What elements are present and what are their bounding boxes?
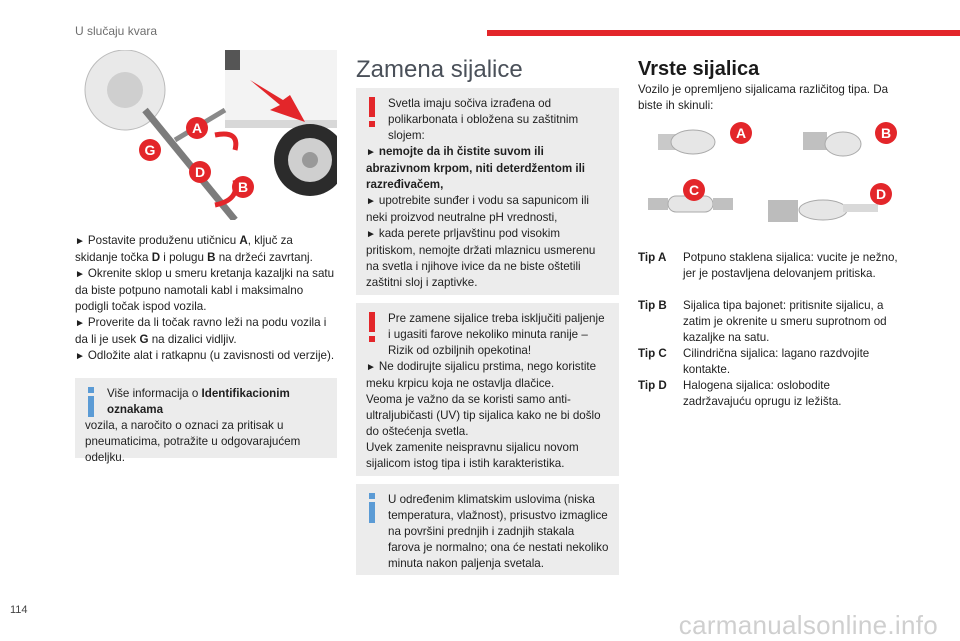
label-badge-bulb-d: [870, 183, 892, 205]
warning-box-safety: Pre zamene sijalice treba isključiti paljenje i ugasiti farove nekoliko minuta ranije – Rizik od ozbiljnih opekotina! ► Ne dodirujte sijalicu prstima, nego koristite meku krpicu koja ne ostavlja dlačice. Veoma je važno da se koristi samo anti-ultraljubičasti (UV) tip sijalica kako ne bi došlo do oštećenja svetla. Uvek zamenite neispravnu sijalicu novom sijalicom istog tipa i istih karakteristika.: [356, 303, 619, 476]
step-arrow-icon: ►: [75, 269, 85, 280]
step-arrow-icon: ►: [75, 318, 85, 329]
info-box-identification: Više informacija o Identifikacionim oznakama vozila, a naročito o oznaci za pritisak u pneumaticima, potražite u odgovarajućem odeljku.: [75, 378, 337, 458]
label-badge-bulb-b: [875, 122, 897, 144]
label-badge-bulb-a: [730, 122, 752, 144]
tip-d: Tip D Halogena sijalica: oslobodite zadržavajuću oprugu iz ležišta.: [638, 379, 842, 408]
label-badge-bulb-c: [683, 179, 705, 201]
section-header: U slučaju kvara: [75, 24, 158, 38]
bulb-types-intro: Vozilo je opremljeno sijalicama različitog tipa. Da biste ih skinuli:: [638, 83, 889, 112]
instruction-steps: [75, 233, 337, 365]
step-3: ► Proverite da li točak ravno leži na podu vozila i da li je usek G na dizalici vidljiv.: [75, 316, 327, 346]
svg-text:D: D: [875, 186, 887, 202]
warning-icon: [365, 312, 379, 342]
step-4: ► Odložite alat i ratkapnu (u zavisnosti od verzije).: [75, 349, 335, 362]
warning-box-lenses: Svetla imaju sočiva izrađena od polikarbonata i obložena su zaštitnim slojem: ► nemojte da ih čistite suvom ili abrazivnom krpom, niti deterdžentom ili razređivačem, ► upotrebite sunđer i vodu sa sapunicom ili neki proizvod neutralne pH vrednosti, ► kada perete prljavštinu pod visokim pritiskom, nemojte držati mlaznicu usmerenu na svetla i njihove ivice da ne biste oštetili zaštitni sloj i zaptivke.: [356, 88, 619, 295]
step-arrow-icon: ►: [75, 236, 85, 247]
bulb-a-image: [658, 130, 715, 154]
label-badge-g: [139, 139, 161, 161]
bulb-b-image: [803, 132, 861, 156]
info-icon: [84, 387, 98, 417]
svg-text:B: B: [237, 179, 249, 195]
bulb-types-illustration: [638, 118, 900, 248]
svg-text:C: C: [688, 182, 700, 198]
label-badge-a: [186, 117, 208, 139]
svg-text:A: A: [735, 125, 747, 141]
bulb-d-image: [768, 200, 878, 222]
label-badge-b: [232, 176, 254, 198]
svg-text:D: D: [194, 164, 206, 180]
tip-c: Tip C Cilindrična sijalica: lagano razdvojite kontakte.: [638, 347, 870, 376]
svg-text:A: A: [191, 120, 203, 136]
info-box-condensation: U određenim klimatskim uslovima (niska temperatura, vlažnost), prisustvo izmaglice na površini prednjih i zadnjih stakala farova je normalno; ona će nestati nekoliko minuta nakon paljenja svetala.: [356, 484, 619, 575]
svg-text:B: B: [880, 125, 892, 141]
tip-b: Tip B Sijalica tipa bajonet: pritisnite sijalicu, a zatim je okrenite u smeru suprotnom od kazaljke na satu.: [638, 299, 887, 344]
label-badge-d: [189, 161, 211, 183]
step-2: ► Okrenite sklop u smeru kretanja kazaljki na satu da biste potpuno namotali kabl i maksimalno podigli točak ispod vozila.: [75, 267, 335, 313]
svg-text:G: G: [144, 142, 156, 158]
tip-a: Tip A Potpuno staklena sijalica: vucite je nežno, jer je postavljena delovanjem pritiska.: [638, 251, 898, 280]
heading-bulb-replacement: Zamena sijalice: [356, 56, 523, 83]
heading-bulb-types: Vrste sijalica: [638, 58, 760, 80]
warning-icon: [365, 97, 379, 127]
header-accent-bar: [487, 30, 960, 36]
page-number: 114: [10, 604, 28, 616]
step-arrow-icon: ►: [75, 351, 85, 362]
jack-illustration: [75, 50, 337, 220]
info-icon: [365, 493, 379, 523]
watermark-footer: carmanualsonline.info: [678, 610, 938, 640]
step-1: ► Postavite produženu utičnicu A, ključ za skidanje točka D i polugu B na držeći zavrtanj.: [75, 234, 313, 264]
